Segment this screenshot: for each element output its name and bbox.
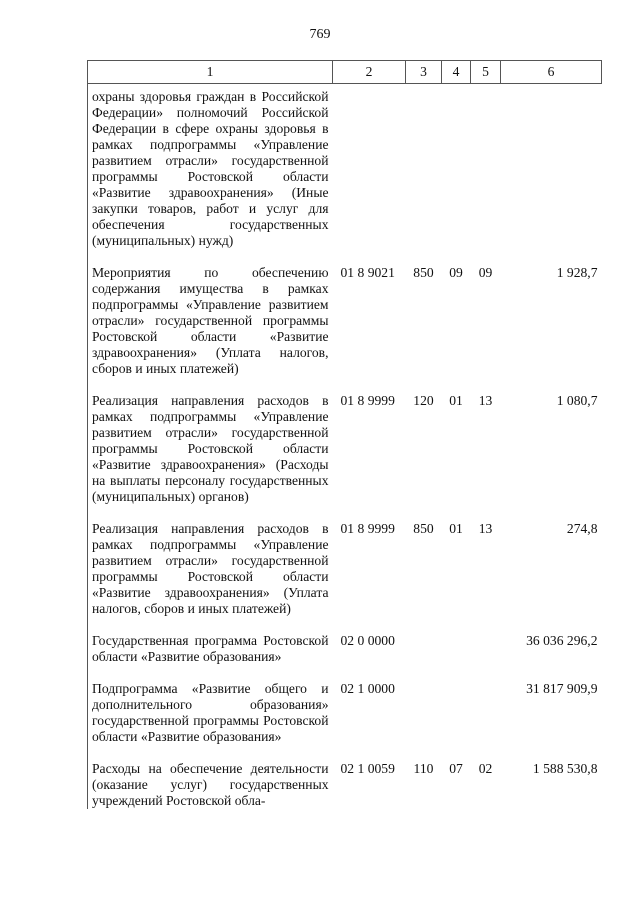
row-section [442,633,471,665]
row-expense-type [406,84,442,250]
header-row [88,61,602,84]
row-expense-type [406,681,442,745]
row-subsection [471,681,501,745]
header-col-3: 3 [406,61,442,84]
row-subsection: 13 [478,393,493,408]
row-section: 01 [449,393,463,408]
table-row [88,761,602,809]
header-col-2: 2 [333,61,406,84]
row-target-code: 02 1 0000 [340,681,395,696]
header-col-5: 5 [471,61,501,84]
row-description: Реализация направления расходов в рамках подпрограммы «Управление развитием отрасли» государственной программы Ростовской области «Развитие здравоохранения» (Уплата налогов, сборов и иных платежей) [88,521,333,617]
row-amount: 1 080,7 [556,393,598,408]
row-section [442,84,471,250]
row-expense-type: 110 [413,761,434,776]
row-subsection [471,84,501,250]
row-expense-type: 850 [413,521,434,536]
row-description: Реализация направления расходов в рамках подпрограммы «Управление развитием отрасли» государственной программы Ростовской области «Развитие здравоохранения» (Расходы на выплаты персоналу государственных (муниципальных) органов) [88,393,333,505]
row-description: охраны здоровья граждан в Российской Федерации» полномочий Российской Федерации в сфере охраны здоровья в рамках подпрограммы «Управление развитием отрасли» государственной программы Ростовской области «Развитие здравоохранения» (Иные закупки товаров, работ и услуг для обеспечения государственных (муниципальных) нужд) [88,84,333,250]
row-section [442,681,471,745]
row-target-code: 01 8 9999 [340,521,395,536]
row-subsection: 09 [478,265,493,280]
row-section: 07 [449,761,463,776]
row-target-code: 01 8 9021 [340,265,395,280]
row-amount: 36 036 296,2 [526,633,598,648]
row-expense-type: 850 [413,265,434,280]
row-description: Расходы на обеспечение деятельности (оказание услуг) государственных учреждений Ростовской обла- [88,761,333,809]
row-description: Государственная программа Ростовской области «Развитие образования» [88,633,333,665]
row-amount: 1 928,7 [556,265,598,280]
table-row [88,84,602,250]
row-subsection [471,633,501,665]
table-row [88,681,602,745]
row-target-code [333,84,406,250]
row-amount: 31 817 909,9 [526,681,598,696]
row-amount [501,84,602,250]
row-section: 09 [449,265,463,280]
row-subsection: 13 [478,521,493,536]
header-col-1: 1 [88,61,333,84]
budget-table [87,60,602,809]
row-description: Подпрограмма «Развитие общего и дополнительного образования» государственной программы Ростовской области «Развитие образования» [88,681,333,745]
row-target-code: 02 0 0000 [340,633,395,648]
table-row [88,521,602,617]
row-target-code: 01 8 9999 [340,393,395,408]
table-row [88,633,602,665]
row-subsection: 02 [478,761,493,776]
row-description: Мероприятия по обеспечению содержания имущества в рамках подпрограммы «Управление развитием отрасли» государственной программы Ростовской области «Развитие здравоохранения» (Уплата налогов, сборов и иных платежей) [88,265,333,377]
row-section: 01 [449,521,463,536]
row-expense-type [406,633,442,665]
table-row [88,393,602,505]
header-col-4: 4 [442,61,471,84]
row-amount: 1 588 530,8 [532,761,598,776]
row-expense-type: 120 [413,393,434,408]
row-target-code: 02 1 0059 [340,761,395,776]
header-col-6: 6 [501,61,602,84]
table-row [88,265,602,377]
row-amount: 274,8 [566,521,598,536]
page-number: 769 [309,27,331,42]
